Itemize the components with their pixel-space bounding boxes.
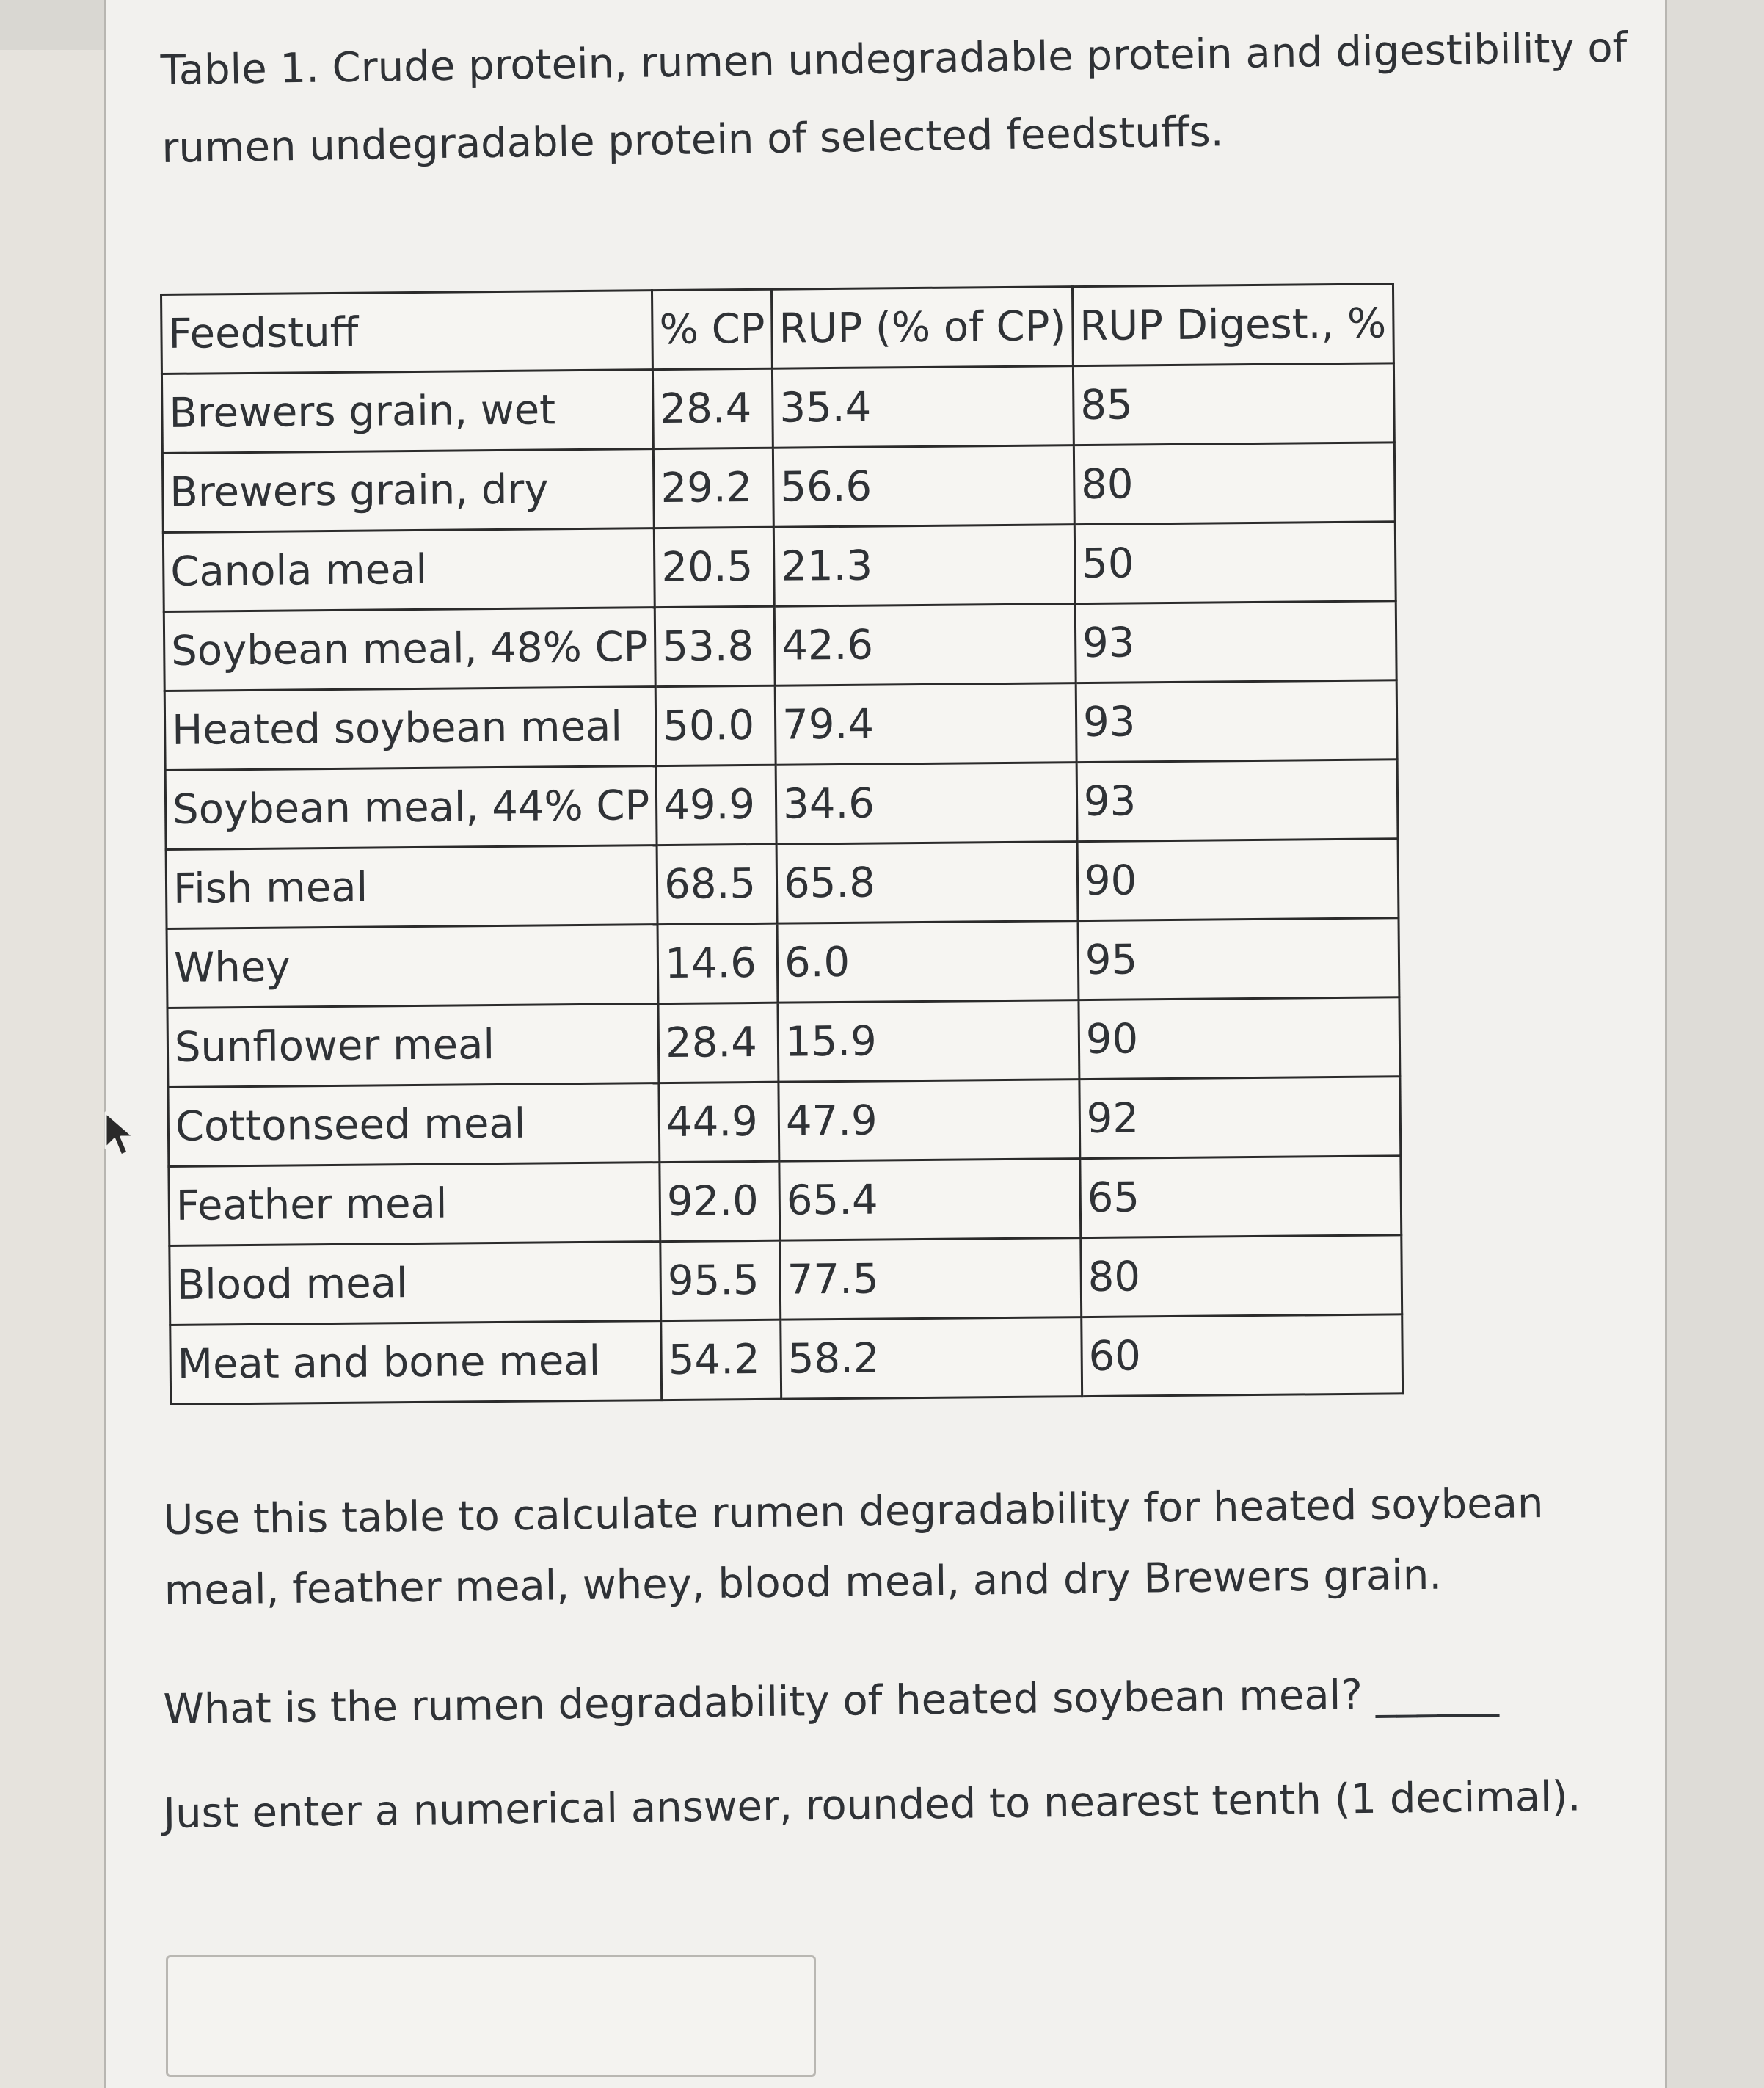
cell-rup: 34.6 <box>776 763 1077 845</box>
cell-rup-digest: 80 <box>1081 1235 1402 1317</box>
cell-cp: 44.9 <box>659 1082 779 1162</box>
cell-feedstuff: Sunflower meal <box>167 1004 659 1088</box>
cell-feedstuff: Blood meal <box>170 1242 661 1325</box>
cell-rup: 56.6 <box>773 445 1074 528</box>
table-row <box>168 1077 1401 1167</box>
cell-rup: 6.0 <box>777 921 1079 1003</box>
cell-rup-digest: 93 <box>1076 760 1398 842</box>
cell-cp: 29.2 <box>654 448 774 528</box>
cell-cp: 14.6 <box>657 923 778 1003</box>
cell-rup-digest: 60 <box>1082 1314 1403 1397</box>
right-edge <box>1667 0 1764 2088</box>
table-row <box>162 443 1395 533</box>
cell-feedstuff: Soybean meal, 48% CP <box>164 608 655 691</box>
table-row <box>167 997 1400 1088</box>
cell-rup: 58.2 <box>781 1317 1082 1400</box>
cell-cp: 95.5 <box>660 1240 781 1320</box>
cell-cp: 49.9 <box>656 765 776 845</box>
table-row <box>169 1156 1402 1246</box>
cell-cp: 54.2 <box>661 1320 781 1400</box>
cell-feedstuff: Soybean meal, 44% CP <box>165 766 657 850</box>
cell-rup-digest: 90 <box>1079 997 1400 1080</box>
table-header-row <box>161 284 1394 374</box>
table-row <box>170 1314 1403 1405</box>
cell-cp: 28.4 <box>653 368 773 448</box>
cell-rup: 65.4 <box>779 1159 1081 1241</box>
cell-rup: 79.4 <box>775 683 1076 765</box>
header-cp: % CP <box>652 289 773 369</box>
cell-rup: 35.4 <box>773 366 1074 448</box>
cell-feedstuff: Brewers grain, wet <box>161 370 653 454</box>
instructions-text: Use this table to calculate rumen degradability for heated soybean meal, feather meal, whey, blood meal, and dry Brewers grain. <box>163 1480 1544 1615</box>
cell-rup-digest: 85 <box>1073 363 1394 445</box>
cell-feedstuff: Feather meal <box>169 1163 660 1246</box>
cell-cp: 20.5 <box>655 527 775 607</box>
cell-cp: 92.0 <box>660 1161 780 1241</box>
header-rup-digest: RUP Digest., % <box>1072 284 1393 366</box>
cell-rup-digest: 93 <box>1075 601 1396 683</box>
cell-rup: 77.5 <box>780 1238 1082 1320</box>
table-row <box>164 601 1396 691</box>
cell-rup-digest: 90 <box>1077 839 1399 921</box>
cell-feedstuff: Canola meal <box>163 528 655 612</box>
cell-cp: 53.8 <box>655 606 775 686</box>
answer-format-note: Just enter a numerical answer, rounded to nearest tenth (1 decimal). <box>163 1772 1581 1838</box>
cell-feedstuff: Heated soybean meal <box>164 687 656 771</box>
cell-rup: 47.9 <box>779 1080 1080 1162</box>
cell-feedstuff: Fish meal <box>166 845 657 929</box>
cell-rup-digest: 95 <box>1078 918 1399 1000</box>
cell-feedstuff: Meat and bone meal <box>170 1321 662 1405</box>
cell-rup: 42.6 <box>774 604 1076 686</box>
table-row <box>167 918 1399 1008</box>
cell-rup-digest: 80 <box>1074 443 1395 525</box>
cell-feedstuff: Whey <box>167 925 658 1008</box>
header-rup: RUP (% of CP) <box>772 287 1074 369</box>
cell-rup-digest: 93 <box>1076 680 1397 763</box>
header-feedstuff: Feedstuff <box>161 291 653 374</box>
cell-rup: 21.3 <box>773 525 1075 607</box>
table-row <box>161 363 1394 454</box>
cell-rup: 65.8 <box>776 842 1078 924</box>
table-caption: Table 1. Crude protein, rumen undegradable protein and digestibility of rumen undegradable protein of selected feedstuffs. <box>160 23 1628 172</box>
table-row <box>165 760 1398 850</box>
cell-rup-digest: 92 <box>1079 1077 1401 1159</box>
table-row <box>164 680 1397 771</box>
cell-cp: 50.0 <box>655 685 776 765</box>
table-row <box>166 839 1399 929</box>
cell-feedstuff: Brewers grain, dry <box>162 449 654 533</box>
answer-input[interactable] <box>166 1955 816 2077</box>
cell-cp: 68.5 <box>657 844 777 924</box>
mouse-pointer-icon <box>101 1110 145 1161</box>
table-row <box>170 1235 1402 1325</box>
cell-rup-digest: 50 <box>1074 522 1396 604</box>
question-text: What is the rumen degradability of heated soybean meal? ______ <box>163 1669 1500 1734</box>
cell-rup-digest: 65 <box>1080 1156 1402 1238</box>
cell-feedstuff: Cottonseed meal <box>168 1083 660 1167</box>
feedstuff-table <box>160 283 1404 1405</box>
cell-rup: 15.9 <box>778 1000 1079 1083</box>
cell-cp: 28.4 <box>658 1003 779 1083</box>
table-row <box>163 522 1396 612</box>
